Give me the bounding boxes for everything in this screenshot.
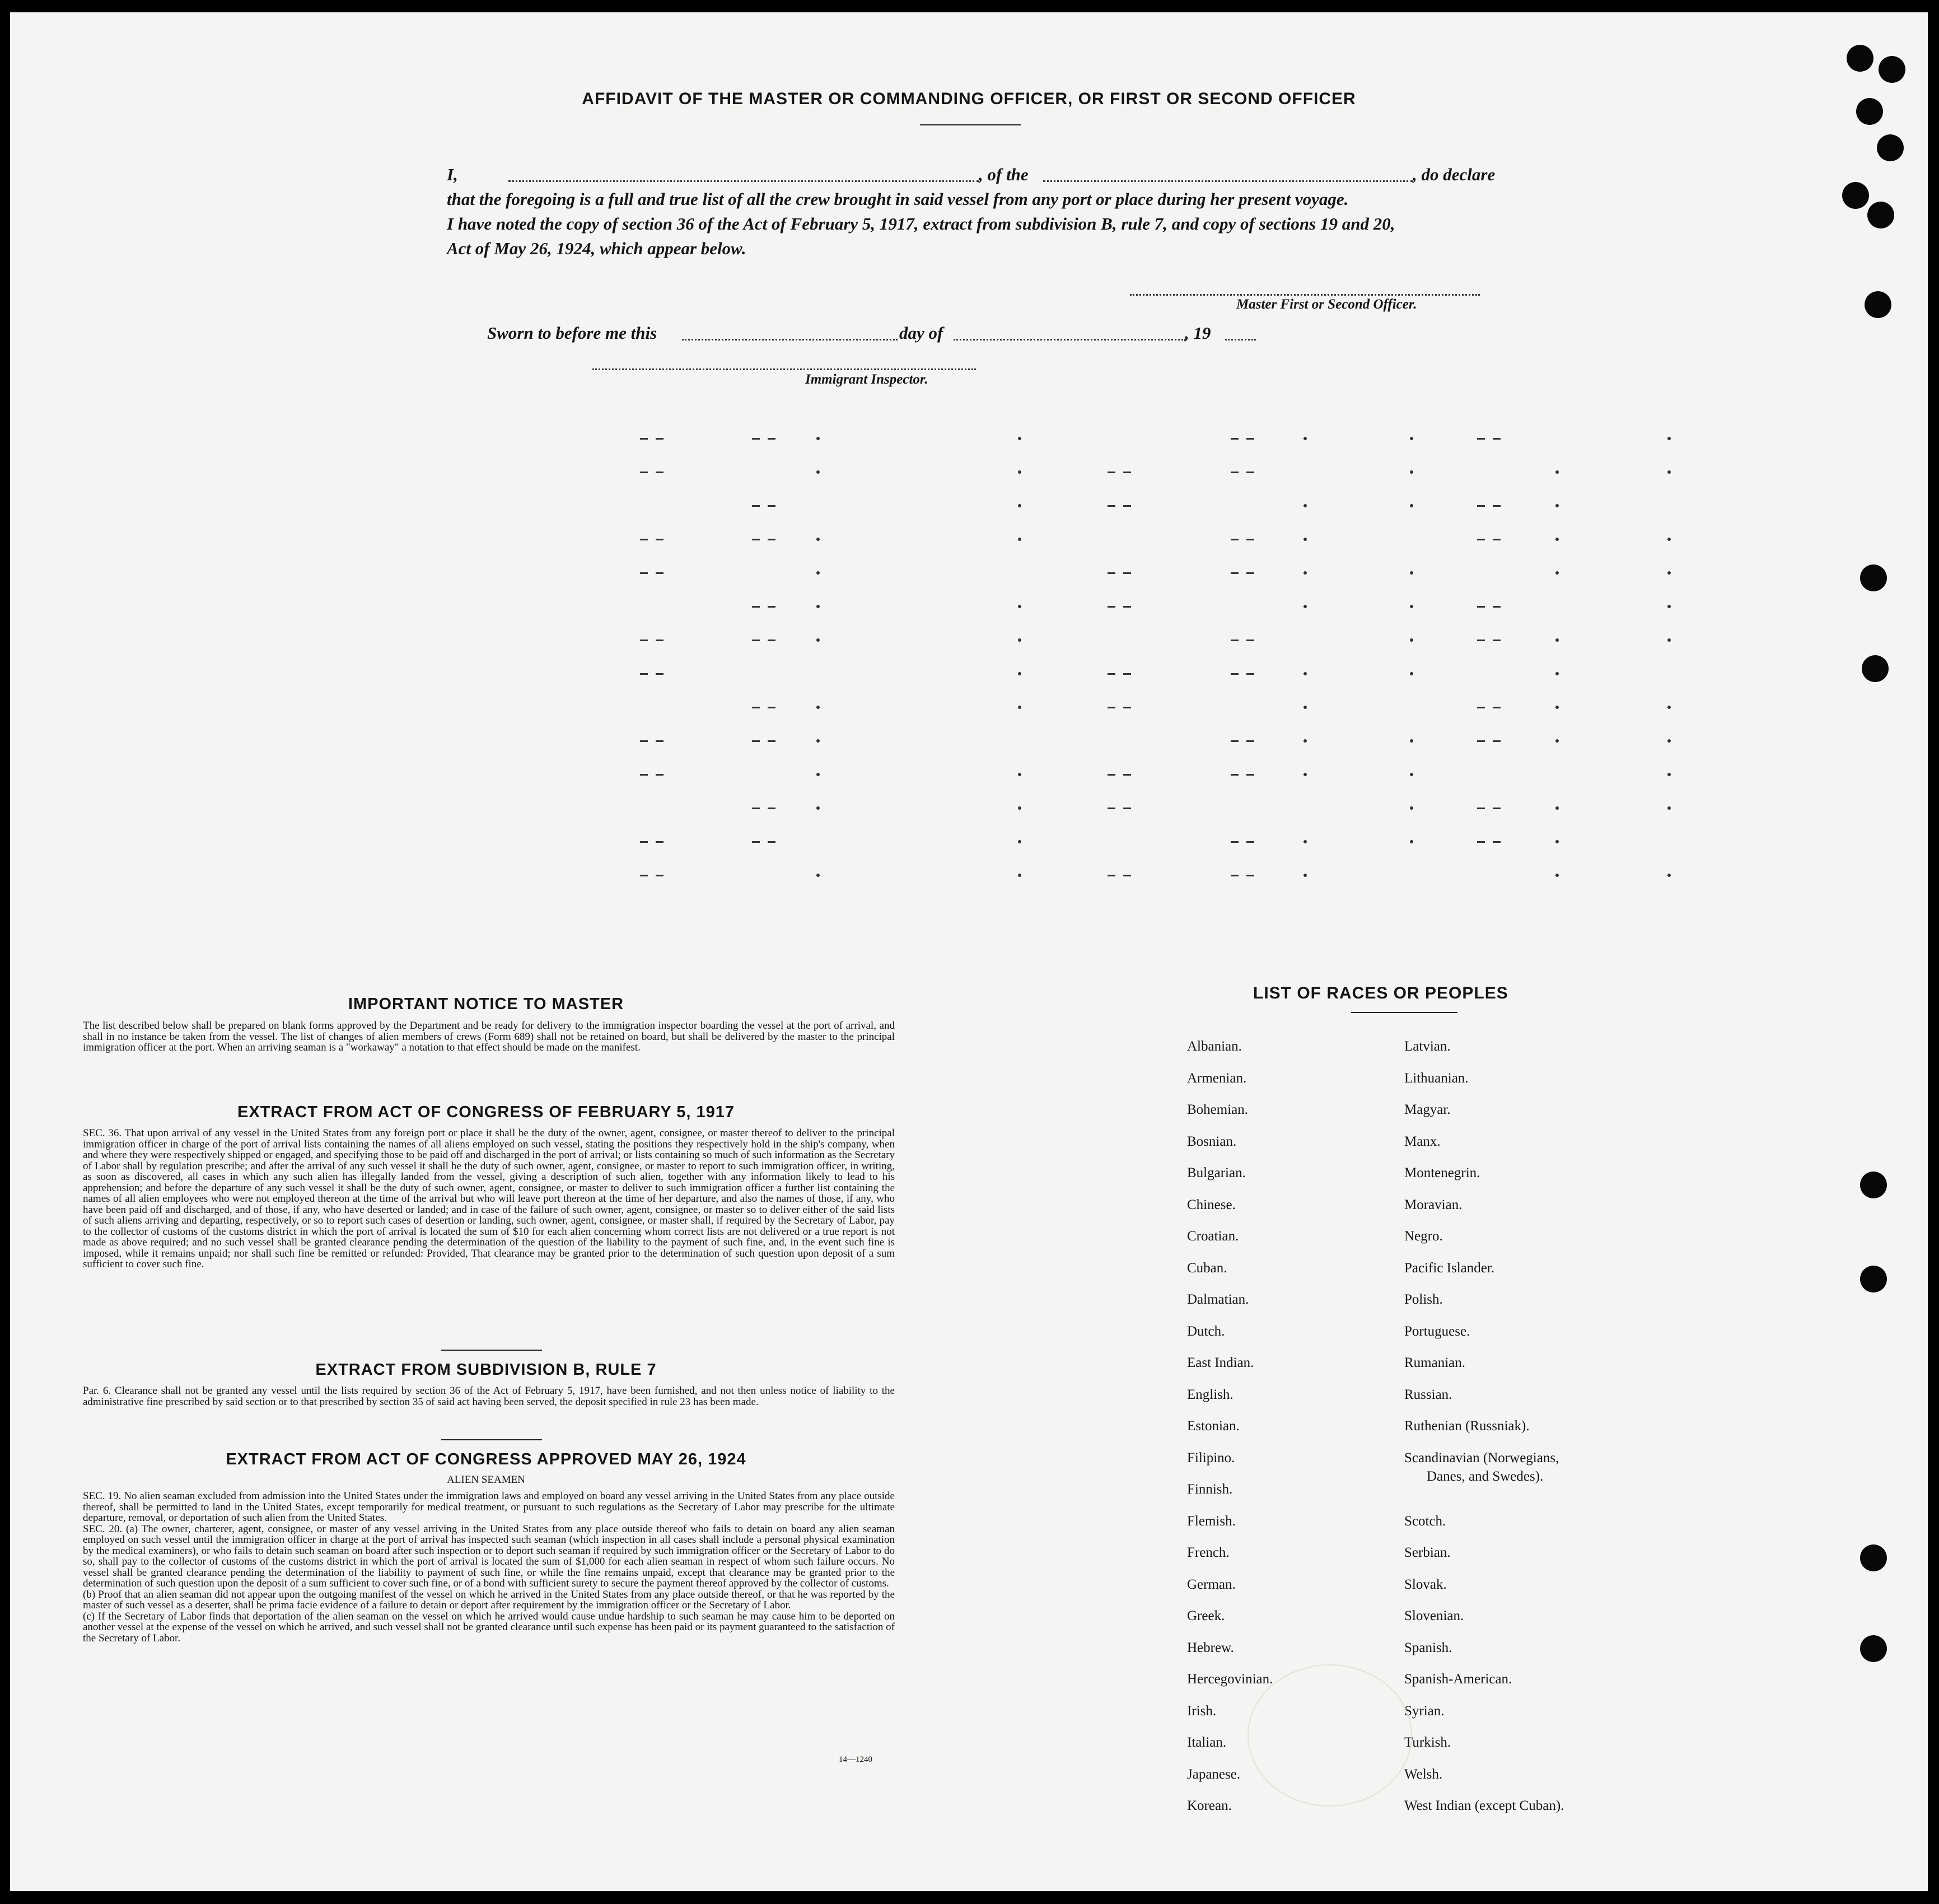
sworn-day-of: day of <box>899 323 943 343</box>
faint-mark <box>640 640 648 641</box>
faint-mark <box>1303 840 1307 843</box>
faint-mark <box>768 808 775 809</box>
faint-mark <box>1246 740 1254 742</box>
faint-mark <box>1493 505 1501 507</box>
declaration-line-4: Act of May 26, 1924, which appear below. <box>447 239 746 258</box>
declaration-i: I, <box>447 165 458 184</box>
race-item: Scotch. <box>1404 1513 1446 1529</box>
vessel-blank[interactable] <box>1043 180 1413 182</box>
faint-mark <box>816 605 820 608</box>
faint-mark <box>1246 572 1254 574</box>
race-item: Flemish. <box>1187 1513 1236 1529</box>
extract-1917-text: SEC. 36. That upon arrival of any vessel in the United States from any foreign port or place it shall be the duty of the owner, agent, consignee, or master thereof to deliver to the principal immigration officer in charge of the port of arrival lists containing the names of all aliens employed on such vessel, stating the positions they respectively hold in the ship's company, when and where they were respectively shipped or engaged, and specifying those to be paid off and discharged in the port of arrival; or lists containing so much of such information as the Secretary of Labor shall by regulation prescribe; and after the arrival of any such vessel it shall be the duty of such owner, agent, consignee, or master to report to such immigration officer, in writing, as soon as discovered, all cases in which any such alien has illegally landed from the vessel, giving a description of such alien, together with any information likely to lead to his apprehension; and before the departure of any such vessel it shall be the duty of such owner, agent, consignee, or master to deliver to such immigration officer a further list containing the names of all alien employees who were not employed thereon at the time of the arrival but who will leave port thereon at the time of her departure, and also the names of those, if any, who have been paid off and discharged, and of those, if any, who have deserted or landed; and in case of the failure of such owner, agent, consignee, or master so to deliver either of the said lists of such aliens arriving and departing, respectively, or so to report such cases of desertion or landing, such owner, agent, consignee, or master shall, if required by the Secretary of Labor, pay to the collector of customs of the customs district in which the port of arrival is located the sum of $10 for each alien concerning whom correct lists are not delivered or a true report is not made as above required; and no such vessel shall be granted clearance pending the determination of the question of the liability to the payment of such fine, and, in the event such fine is imposed, while it remains unpaid; nor shall such fine be remitted or refunded: Provided, That clearance may be granted prior to the determination of such question upon deposit of a sum sufficient to cover such fine. <box>83 1127 895 1270</box>
race-item: Albanian. <box>1187 1039 1242 1054</box>
faint-seal <box>1247 1664 1412 1807</box>
faint-mark <box>1667 874 1671 877</box>
faint-mark <box>1410 638 1413 642</box>
faint-mark <box>1018 504 1021 507</box>
faint-mark <box>1303 706 1307 709</box>
title-underline <box>920 124 1021 125</box>
faint-mark <box>1303 571 1307 575</box>
race-item: Dalmatian. <box>1187 1292 1249 1307</box>
faint-mark <box>1231 740 1239 742</box>
sec-20a-text: SEC. 20. (a) The owner, charterer, agent, consignee, or master of any vessel arriving in the United States from any place outside thereof who fails to detain on board any alien seaman employed on such vessel until the immigration officer in charge at the port of arrival has inspected such seaman (which inspection in all cases shall include a personal physical examination by the medical examiners), or who fails to detain such seaman on board after such inspection or to deport such seaman if required by such immigration officer or the Secretary of Labor to do so, shall pay to the collector of customs of the customs district in which the port of arrival is located the sum of $1,000 for each alien seaman in respect of whom such failure occurs. No vessel shall be granted clearance pending the determination of the liability to payment of such fine, or while the fine remains unpaid, except that clearance may be granted prior to the determination of such question upon the deposit of a sum sufficient to cover such fine, or of a bond with sufficient surety to secure the payment thereof approved by the collector of customs. <box>83 1523 895 1589</box>
faint-mark <box>1123 572 1131 574</box>
faint-mark <box>1410 672 1413 675</box>
extract-1924-title: EXTRACT FROM ACT OF CONGRESS APPROVED MAY 26, 1924 <box>226 1450 746 1468</box>
faint-mark <box>1018 840 1021 843</box>
race-item: Syrian. <box>1404 1703 1445 1719</box>
faint-mark <box>752 640 760 641</box>
faint-mark <box>1123 606 1131 608</box>
faint-mark <box>1018 538 1021 541</box>
faint-mark <box>768 606 775 608</box>
faint-mark <box>1246 774 1254 776</box>
faint-mark <box>1246 841 1254 843</box>
race-item: Moravian. <box>1404 1197 1463 1212</box>
faint-mark <box>1018 874 1021 877</box>
punch-hole <box>1860 564 1887 591</box>
faint-mark <box>816 739 820 743</box>
faint-mark <box>656 875 664 876</box>
faint-mark <box>816 571 820 575</box>
faint-mark <box>1555 806 1559 810</box>
faint-mark <box>1477 438 1485 440</box>
faint-mark <box>816 773 820 776</box>
faint-mark <box>752 707 760 708</box>
faint-mark <box>816 874 820 877</box>
faint-mark <box>1667 773 1671 776</box>
faint-mark <box>1410 773 1413 776</box>
faint-mark <box>656 740 664 742</box>
faint-mark <box>1555 538 1559 541</box>
divider-1 <box>441 1350 542 1351</box>
faint-mark <box>1108 707 1115 708</box>
rule7-title: EXTRACT FROM SUBDIVISION B, RULE 7 <box>315 1361 657 1379</box>
faint-mark <box>1493 808 1501 809</box>
faint-mark <box>656 841 664 843</box>
faint-mark <box>1108 808 1115 809</box>
race-item: Danes, and Swedes). <box>1427 1468 1544 1484</box>
faint-mark <box>1477 740 1485 742</box>
faint-mark <box>1410 840 1413 843</box>
faint-mark <box>1477 707 1485 708</box>
faint-mark <box>1231 841 1239 843</box>
faint-mark <box>640 673 648 675</box>
race-item: German. <box>1187 1576 1236 1592</box>
punch-hole <box>1877 134 1904 161</box>
faint-mark <box>1303 605 1307 608</box>
faint-mark <box>1231 673 1239 675</box>
race-item: Magyar. <box>1404 1102 1451 1117</box>
punch-hole <box>1847 45 1873 72</box>
faint-mark <box>1231 640 1239 641</box>
declaration-line-1 <box>447 165 458 185</box>
sworn-month-blank[interactable] <box>954 339 1186 340</box>
faint-mark <box>768 539 775 540</box>
faint-mark <box>1667 706 1671 709</box>
faint-mark <box>1231 438 1239 440</box>
faint-mark <box>1246 673 1254 675</box>
faint-mark <box>1477 539 1485 540</box>
name-blank[interactable] <box>508 180 979 182</box>
race-item: Pacific Islander. <box>1404 1260 1495 1276</box>
punch-hole <box>1879 56 1905 83</box>
races-underline <box>1351 1012 1457 1013</box>
faint-mark <box>1303 773 1307 776</box>
faint-mark <box>640 740 648 742</box>
notice-title: IMPORTANT NOTICE TO MASTER <box>348 995 624 1013</box>
faint-mark <box>1246 438 1254 440</box>
faint-mark <box>752 438 760 440</box>
race-item: Portuguese. <box>1404 1323 1470 1339</box>
race-item: Russian. <box>1404 1387 1452 1402</box>
faint-mark <box>640 774 648 776</box>
faint-mark <box>816 538 820 541</box>
faint-mark <box>1555 504 1559 507</box>
faint-mark <box>656 640 664 641</box>
race-item: Estonian. <box>1187 1418 1240 1434</box>
faint-mark <box>1246 539 1254 540</box>
faint-mark <box>1667 571 1671 575</box>
faint-mark <box>1410 504 1413 507</box>
race-item: Croatian. <box>1187 1229 1239 1244</box>
faint-mark <box>1410 571 1413 575</box>
punch-hole <box>1862 655 1889 682</box>
faint-mark <box>1246 640 1254 641</box>
faint-mark <box>640 841 648 843</box>
sworn-day-blank[interactable] <box>682 339 898 340</box>
faint-mark <box>752 808 760 809</box>
rule7-text: Par. 6. Clearance shall not be granted any vessel until the lists required by section 36 of the Act of February 5, 1917, have been furnished, and not then unless notice of liability to the administrative fine prescribed by said section or to that prescribed by section 35 of said act having been served, the deposit specified in rule 23 has been made. <box>83 1385 895 1408</box>
faint-mark <box>816 638 820 642</box>
faint-mark <box>1018 806 1021 810</box>
faint-mark <box>1108 505 1115 507</box>
punch-hole <box>1860 1544 1887 1571</box>
faint-mark <box>768 841 775 843</box>
faint-mark <box>1667 437 1671 440</box>
alien-seamen-subtitle: ALIEN SEAMEN <box>447 1474 525 1486</box>
faint-mark <box>1493 740 1501 742</box>
punch-hole <box>1865 291 1891 318</box>
race-item: Negro. <box>1404 1229 1443 1244</box>
race-item: Korean. <box>1187 1798 1232 1813</box>
faint-mark <box>1303 739 1307 743</box>
faint-mark <box>1667 739 1671 743</box>
faint-mark <box>640 438 648 440</box>
faint-mark <box>1231 875 1239 876</box>
punch-hole <box>1867 202 1894 228</box>
faint-mark <box>1555 706 1559 709</box>
faint-mark <box>1108 472 1115 473</box>
faint-mark <box>1246 875 1254 876</box>
race-item: Serbian. <box>1404 1545 1451 1560</box>
faint-mark <box>640 572 648 574</box>
faint-mark <box>1231 572 1239 574</box>
faint-mark <box>1555 874 1559 877</box>
extract-1917-title: EXTRACT FROM ACT OF CONGRESS OF FEBRUARY 5, 1917 <box>237 1103 735 1121</box>
faint-mark <box>656 774 664 776</box>
race-item: Turkish. <box>1404 1735 1451 1750</box>
extract-1924-text <box>83 1491 895 1644</box>
race-item: West Indian (except Cuban). <box>1404 1798 1564 1813</box>
faint-mark <box>1477 606 1485 608</box>
faint-mark <box>1555 739 1559 743</box>
faint-mark <box>1667 806 1671 810</box>
faint-mark <box>1246 472 1254 473</box>
faint-mark <box>816 470 820 474</box>
declaration-of-the: , of the <box>979 165 1029 184</box>
race-item: Cuban. <box>1187 1260 1227 1276</box>
race-item: Irish. <box>1187 1703 1217 1719</box>
faint-mark <box>656 539 664 540</box>
faint-mark <box>1493 707 1501 708</box>
race-item: Italian. <box>1187 1735 1227 1750</box>
faint-mark <box>752 740 760 742</box>
faint-mark <box>1303 672 1307 675</box>
race-item: Bulgarian. <box>1187 1165 1246 1180</box>
faint-mark <box>1108 606 1115 608</box>
faint-mark <box>1231 472 1239 473</box>
race-item: Finnish. <box>1187 1482 1233 1497</box>
master-signature-blank[interactable] <box>1130 294 1480 296</box>
faint-mark <box>816 437 820 440</box>
race-item: Filipino. <box>1187 1450 1235 1466</box>
faint-mark <box>1123 875 1131 876</box>
declaration-line-2: that the foregoing is a full and true list of all the crew brought in said vessel from any port or place during her present voyage. <box>447 189 1349 209</box>
faint-mark <box>1477 808 1485 809</box>
faint-mark <box>752 539 760 540</box>
faint-mark <box>640 472 648 473</box>
inspector-signature-blank[interactable] <box>592 368 976 370</box>
race-item: French. <box>1187 1545 1230 1560</box>
race-item: Slovak. <box>1404 1576 1447 1592</box>
faint-mark <box>1493 841 1501 843</box>
faint-mark <box>1410 806 1413 810</box>
faint-mark <box>1123 505 1131 507</box>
faint-mark <box>1410 605 1413 608</box>
faint-mark <box>1555 840 1559 843</box>
race-item: Bohemian. <box>1187 1102 1249 1117</box>
faint-mark <box>1018 638 1021 642</box>
race-item: Dutch. <box>1187 1323 1225 1339</box>
faint-mark <box>640 539 648 540</box>
faint-mark <box>1477 640 1485 641</box>
divider-2 <box>441 1439 542 1440</box>
faint-mark <box>1108 774 1115 776</box>
race-item: Scandinavian (Norwegians, <box>1404 1450 1559 1466</box>
faint-mark <box>752 841 760 843</box>
sworn-prefix: Sworn to before me this <box>487 323 657 343</box>
faint-mark <box>1493 539 1501 540</box>
faint-mark <box>1018 706 1021 709</box>
race-item: Montenegrin. <box>1404 1165 1480 1180</box>
race-item: Chinese. <box>1187 1197 1236 1212</box>
race-item: East Indian. <box>1187 1355 1254 1370</box>
form-sheet <box>10 12 1928 1891</box>
faint-mark <box>1555 470 1559 474</box>
faint-mark <box>1477 841 1485 843</box>
punch-hole <box>1842 182 1869 209</box>
race-item: Spanish. <box>1404 1640 1452 1655</box>
faint-mark <box>1303 437 1307 440</box>
sec-20c-text: (c) If the Secretary of Labor finds that deportation of the alien seaman on the vessel on which he arrived would cause undue hardship to such seaman he may cause him to be deported on another vessel at the expense of the vessel on which he arrived, and such vessel shall not be granted clearance until such expense has been paid or its payment guaranteed to the satisfaction of the Secretary of Labor. <box>83 1610 895 1644</box>
faint-mark <box>768 438 775 440</box>
faint-mark <box>1303 538 1307 541</box>
race-item: Hebrew. <box>1187 1640 1234 1655</box>
faint-mark <box>656 438 664 440</box>
race-item: Latvian. <box>1404 1039 1451 1054</box>
declaration-line-3: I have noted the copy of section 36 of the Act of February 5, 1917, extract from subdivision B, rule 7, and copy of sections 19 and 20, <box>447 214 1395 234</box>
declaration-declare: , do declare <box>1413 165 1496 184</box>
inspector-caption: Immigrant Inspector. <box>805 372 928 387</box>
faint-mark <box>1667 538 1671 541</box>
faint-mark <box>1018 605 1021 608</box>
race-item: Polish. <box>1404 1292 1443 1307</box>
faint-mark <box>1123 774 1131 776</box>
faint-mark <box>640 875 648 876</box>
faint-mark <box>1303 504 1307 507</box>
notice-text: The list described below shall be prepared on blank forms approved by the Department and be ready for delivery to the immigration inspector boarding the vessel at the port of arrival, and shall in no instance be taken from the vessel. The list of changes of alien members of crews (Form 689) shall not be retained on board, but shall be delivered by the master to the principal immigration officer at the port. When an arriving seaman is a "workaway" a notation to that effect should be made on the manifest. <box>83 1020 895 1053</box>
sec-20b-text: (b) Proof that an alien seaman did not appear upon the outgoing manifest of the vessel on which he arrived in the United States from any place outside thereof, or that he was reported by the master of such vessel as a deserter, shall be prima facie evidence of a failure to detain or deport after requirement by the immigration officer or the Secretary of Labor. <box>83 1588 895 1611</box>
faint-mark <box>1108 875 1115 876</box>
faint-mark <box>1493 606 1501 608</box>
punch-hole <box>1860 1172 1887 1198</box>
faint-mark <box>1493 640 1501 641</box>
faint-mark <box>1555 638 1559 642</box>
sec-19-text: SEC. 19. No alien seaman excluded from admission into the United States under the immigration laws and employed on board any vessel arriving in the United States from any place outside thereof, shall be permitted to land in the United States, except temporarily for medical treatment, or pursuant to such regulations as the Secretary of Labor may prescribe for the ultimate departure, removal, or deportation of such alien from the United States. <box>83 1490 895 1524</box>
race-item: Bosnian. <box>1187 1133 1237 1149</box>
faint-mark <box>1018 470 1021 474</box>
race-item: Hercegovinian. <box>1187 1672 1273 1687</box>
faint-mark <box>752 505 760 507</box>
race-item: Rumanian. <box>1404 1355 1466 1370</box>
faint-mark <box>1231 539 1239 540</box>
faint-mark <box>1018 672 1021 675</box>
sworn-year-blank[interactable] <box>1225 339 1256 340</box>
race-item: Ruthenian (Russniak). <box>1404 1418 1530 1434</box>
faint-mark <box>1410 437 1413 440</box>
race-item: Slovenian. <box>1404 1608 1464 1623</box>
faint-mark <box>768 505 775 507</box>
punch-hole <box>1856 98 1883 125</box>
faint-mark <box>1123 707 1131 708</box>
faint-mark <box>1018 437 1021 440</box>
faint-mark <box>1555 571 1559 575</box>
faint-mark <box>1477 505 1485 507</box>
affidavit-title: AFFIDAVIT OF THE MASTER OR COMMANDING OFFICER, OR FIRST OR SECOND OFFICER <box>582 90 1356 108</box>
faint-mark <box>816 706 820 709</box>
sworn-year: , 19 <box>1185 323 1211 343</box>
faint-mark <box>1123 673 1131 675</box>
faint-mark <box>752 606 760 608</box>
faint-mark <box>1493 438 1501 440</box>
faint-mark <box>1303 874 1307 877</box>
race-item: Manx. <box>1404 1133 1441 1149</box>
races-title: LIST OF RACES OR PEOPLES <box>1253 984 1508 1002</box>
faint-mark <box>768 707 775 708</box>
faint-mark <box>1231 774 1239 776</box>
race-item: Japanese. <box>1187 1766 1241 1782</box>
faint-mark <box>656 472 664 473</box>
faint-mark <box>816 806 820 810</box>
faint-mark <box>768 640 775 641</box>
faint-mark <box>1108 572 1115 574</box>
faint-mark <box>1123 808 1131 809</box>
faint-mark <box>1667 638 1671 642</box>
faint-mark <box>656 673 664 675</box>
faint-mark <box>1410 739 1413 743</box>
faint-mark <box>1108 673 1115 675</box>
faint-mark <box>1018 773 1021 776</box>
master-caption: Master First or Second Officer. <box>1236 297 1417 312</box>
faint-mark <box>768 740 775 742</box>
race-item: Welsh. <box>1404 1766 1443 1782</box>
race-item: Armenian. <box>1187 1070 1247 1086</box>
faint-mark <box>1667 470 1671 474</box>
faint-mark <box>656 572 664 574</box>
faint-mark <box>1410 470 1413 474</box>
race-item: English. <box>1187 1387 1234 1402</box>
punch-hole <box>1860 1266 1887 1292</box>
faint-mark <box>1555 672 1559 675</box>
faint-mark <box>1123 472 1131 473</box>
faint-mark <box>1667 605 1671 608</box>
race-item: Greek. <box>1187 1608 1225 1623</box>
race-item: Lithuanian. <box>1404 1070 1469 1086</box>
race-item: Spanish-American. <box>1404 1672 1512 1687</box>
form-number: 14—1240 <box>839 1755 872 1764</box>
punch-hole <box>1860 1635 1887 1662</box>
